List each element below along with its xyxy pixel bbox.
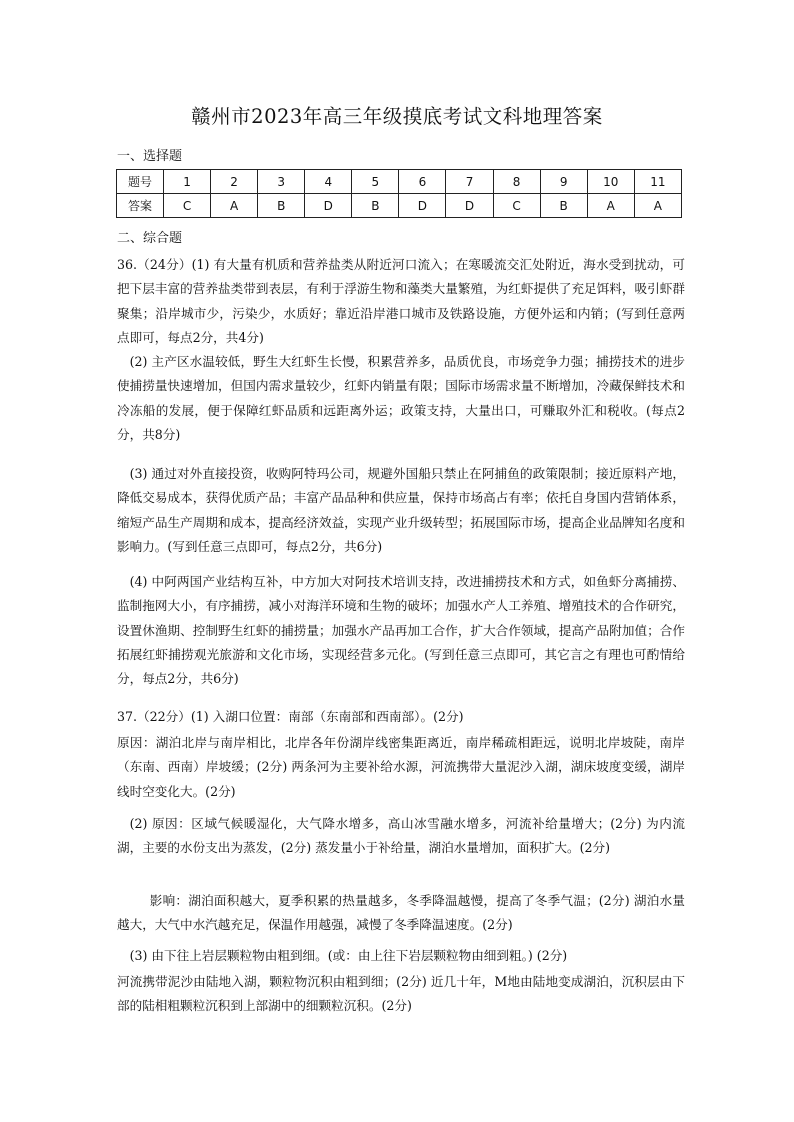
section-heading-comprehensive: 二、综合题 (117, 231, 183, 246)
paragraph-q37-1-reason: 原因：湖泊北岸与南岸相比，北岸各年份湖岸线密集距离近，南岸稀疏相距远，说明北岸坡陡，南岸（东南、西南）岸坡缓；(2分) 两条河为主要补给水源，河流携带大量泥沙入湖，湖床坡度变缓，湖岸线时空变化大。(2分) (117, 735, 685, 799)
table-cell: 4 (305, 170, 352, 194)
table-cell: 5 (352, 170, 399, 194)
paragraph-q37-1: 37.（22分）(1) 入湖口位置：南部（东南部和西南部）。(2分) (117, 709, 464, 724)
paragraph-q36-4: (4) 中阿两国产业结构互补，中方加大对阿技术培训支持，改进捕捞技术和方式，如鱼虾分离捕捞、监制拖网大小，有序捕捞，减小对海洋环境和生物的破坏；加强水产人工养殖、增殖技术的合作研究，设置休渔期、控制野生红虾的捕捞量；加强水产品再加工合作，扩大合作领域，提高产品附加值；合作拓展红虾捕捞观光旅游和文化市场，实现经营多元化。(写到任意三点即可，其它言之有理也可酌情给分，每点2分，共6分) (117, 574, 685, 687)
table-cell: B (258, 194, 305, 218)
table-cell: D (399, 194, 446, 218)
table-cell: 8 (493, 170, 540, 194)
table-cell: 7 (446, 170, 493, 194)
paragraph-q37-2: (2) 原因：区域气候暖湿化，大气降水增多，高山冰雪融水增多，河流补给量增大；(2分) 为内流湖，主要的水份支出为蒸发，(2分) 蒸发量小于补给量，湖泊水量增加，面积扩大。(2分) (117, 816, 685, 856)
paragraph-q37-2-impact: 影响：湖泊面积越大，夏季积累的热量越多，冬季降温越慢，提高了冬季气温；(2分) 湖泊水量越大，大气中水汽越充足，保温作用越强，减慢了冬季降温速度。(2分) (117, 893, 685, 933)
table-cell: 11 (634, 170, 681, 194)
table-cell: 10 (587, 170, 634, 194)
paragraph-q37-3-reason: 河流携带泥沙由陆地入湖，颗粒物沉积由粗到细；(2分) 近几十年，M地由陆地变成湖泊，沉积层由下部的陆相粗颗粒沉积到上部湖中的细颗粒沉积。(2分) (117, 974, 685, 1014)
paragraph-q36-2: (2) 主产区水温较低，野生大红虾生长慢，积累营养多，品质优良，市场竞争力强；捕捞技术的进步使捕捞量快速增加，但国内需求量较少，红虾内销量有限；国际市场需求量不断增加，冷藏保鲜技术和冷冻船的发展，便于保障红虾品质和远距离外运；政策支持，大量出口，可赚取外汇和税收。(每点2分，共8分) (117, 354, 685, 442)
answer-table (116, 169, 682, 218)
table-cell: B (540, 194, 587, 218)
table-cell: 3 (258, 170, 305, 194)
row-header: 答案 (117, 194, 164, 218)
table-cell: 6 (399, 170, 446, 194)
table-cell: A (211, 194, 258, 218)
page-title: 赣州市2023年高三年级摸底考试文科地理答案 (191, 105, 603, 128)
table-cell: C (164, 194, 211, 218)
paragraph-q36-3: (3) 通过对外直接投资，收购阿特玛公司，规避外国船只禁止在阿捕鱼的政策限制；接近原料产地，降低交易成本，获得优质产品；丰富产品品种和供应量，保持市场高占有率；依托自身国内营销体系，缩短产品生产周期和成本，提高经济效益，实现产业升级转型；拓展国际市场，提高企业品牌知名度和影响力。(写到任意三点即可，每点2分，共6分) (117, 466, 685, 554)
paragraph-q36-1: 36.（24分）(1) 有大量有机质和营养盐类从附近河口流入；在寒暖流交汇处附近，海水受到扰动，可把下层丰富的营养盐类带到表层，有利于浮游生物和藻类大量繁殖，为红虾提供了充足饵料，吸引虾群聚集；沿岸城市少，污染少，水质好；靠近沿岸港口城市及铁路设施，方便外运和内销；(写到任意两点即可，每点2分，共4分) (117, 257, 685, 345)
table-cell: D (305, 194, 352, 218)
table-cell: A (587, 194, 634, 218)
table-cell: 2 (211, 170, 258, 194)
table-row-numbers (117, 170, 682, 194)
table-cell: B (352, 194, 399, 218)
section-heading-choice: 一、选择题 (117, 149, 183, 164)
table-cell: 1 (164, 170, 211, 194)
table-cell: C (493, 194, 540, 218)
table-cell: A (634, 194, 681, 218)
row-header: 题号 (117, 170, 164, 194)
table-cell: D (446, 194, 493, 218)
paragraph-q37-3: (3) 由下往上岩层颗粒物由粗到细。(或：由上往下岩层颗粒物由细到粗。) (2分) (129, 948, 568, 963)
table-cell: 9 (540, 170, 587, 194)
table-row-answers (117, 194, 682, 218)
